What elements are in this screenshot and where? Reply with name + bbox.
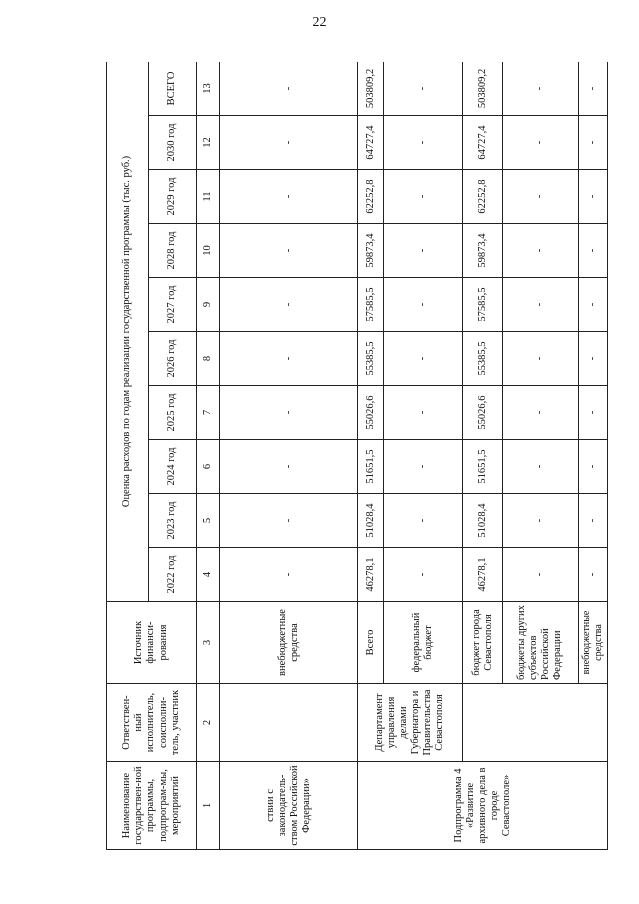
header-group: Оценка расходов по годам реализации государственной программы (тыс. руб.)	[107, 62, 149, 602]
value-cell: -	[220, 440, 358, 494]
header-name: Наименование государствен-ной программы, подпрограм-мы, мероприятий	[107, 762, 197, 850]
header-source: Источник финанси-рования	[107, 602, 197, 684]
row-source: внебюджетные средства	[220, 602, 358, 684]
value-cell: -	[220, 332, 358, 386]
value-cell: 46278,1	[463, 548, 503, 602]
budget-table-container	[106, 62, 608, 850]
row-source: бюджеты других субъектов Российской Федерации	[503, 602, 578, 684]
value-cell: -	[383, 278, 463, 332]
value-cell: 57585,5	[358, 278, 383, 332]
value-cell: 62252,8	[463, 170, 503, 224]
value-cell: -	[578, 62, 607, 116]
value-cell: -	[503, 278, 578, 332]
value-cell: -	[220, 224, 358, 278]
value-cell: -	[503, 494, 578, 548]
value-cell: -	[503, 170, 578, 224]
value-cell: 503809,2	[358, 62, 383, 116]
value-cell: 59873,4	[463, 224, 503, 278]
table-row	[358, 62, 383, 850]
col-number: 7	[197, 386, 220, 440]
value-cell: -	[578, 494, 607, 548]
subprogram-name: Подпрограмма 4 «Развитие архивного дела в городе Севастополе»	[358, 762, 608, 850]
column-number-row	[197, 62, 220, 850]
col-number: 2	[197, 684, 220, 762]
subprogram-executor: Департамент управления делами Губернатора и Правительства Севастополя	[358, 684, 463, 762]
header-year: 2027 год	[149, 278, 197, 332]
value-cell: -	[383, 440, 463, 494]
col-number: 9	[197, 278, 220, 332]
value-cell: -	[383, 548, 463, 602]
header-year: 2028 год	[149, 224, 197, 278]
value-cell: 55385,5	[463, 332, 503, 386]
header-year: 2022 год	[149, 548, 197, 602]
table-row	[463, 62, 503, 850]
header-row-group	[107, 62, 149, 850]
row-executor	[220, 684, 358, 762]
header-year: 2030 год	[149, 116, 197, 170]
value-cell: 64727,4	[358, 116, 383, 170]
value-cell: -	[220, 116, 358, 170]
header-total: ВСЕГО	[149, 62, 197, 116]
row-name: ствии с законодатель-ством Российской Федерации»	[220, 762, 358, 850]
value-cell: 64727,4	[463, 116, 503, 170]
value-cell: 51651,5	[463, 440, 503, 494]
value-cell: -	[220, 278, 358, 332]
row-source: бюджет города Севастополя	[463, 602, 503, 684]
value-cell: -	[220, 170, 358, 224]
header-year: 2023 год	[149, 494, 197, 548]
value-cell: -	[383, 494, 463, 548]
col-number: 10	[197, 224, 220, 278]
value-cell: -	[578, 116, 607, 170]
value-cell: -	[220, 62, 358, 116]
value-cell: -	[578, 440, 607, 494]
col-number: 6	[197, 440, 220, 494]
col-number: 4	[197, 548, 220, 602]
value-cell: -	[503, 224, 578, 278]
value-cell: -	[503, 62, 578, 116]
value-cell: -	[220, 386, 358, 440]
value-cell: 51028,4	[358, 494, 383, 548]
value-cell: 62252,8	[358, 170, 383, 224]
value-cell: -	[383, 116, 463, 170]
row-source: внебюджетные средства	[578, 602, 607, 684]
col-number: 3	[197, 602, 220, 684]
header-year: 2024 год	[149, 440, 197, 494]
value-cell: 46278,1	[358, 548, 383, 602]
value-cell: -	[503, 386, 578, 440]
value-cell: 55385,5	[358, 332, 383, 386]
value-cell: -	[220, 494, 358, 548]
value-cell: -	[383, 332, 463, 386]
value-cell: -	[383, 386, 463, 440]
page-number: 22	[312, 15, 327, 30]
col-number: 12	[197, 116, 220, 170]
value-cell: 55026,6	[358, 386, 383, 440]
value-cell: -	[383, 224, 463, 278]
value-cell: -	[503, 116, 578, 170]
value-cell: 51651,5	[358, 440, 383, 494]
row-source: федеральный бюджет	[383, 602, 463, 684]
value-cell: -	[578, 386, 607, 440]
value-cell: -	[578, 170, 607, 224]
value-cell: 51028,4	[463, 494, 503, 548]
value-cell: -	[503, 440, 578, 494]
value-cell: 503809,2	[463, 62, 503, 116]
value-cell: -	[503, 548, 578, 602]
col-number: 5	[197, 494, 220, 548]
col-number: 8	[197, 332, 220, 386]
value-cell: -	[578, 548, 607, 602]
header-executor: Ответствен-ный исполнитель, соисполни-тель, участник	[107, 684, 197, 762]
value-cell: -	[578, 224, 607, 278]
value-cell: 57585,5	[463, 278, 503, 332]
value-cell: -	[578, 278, 607, 332]
table-row	[220, 62, 358, 850]
value-cell: -	[383, 62, 463, 116]
value-cell: 55026,6	[463, 386, 503, 440]
header-year: 2025 год	[149, 386, 197, 440]
executor-empty	[463, 684, 608, 762]
budget-table	[106, 62, 608, 850]
value-cell: -	[503, 332, 578, 386]
col-number: 11	[197, 170, 220, 224]
col-number: 13	[197, 62, 220, 116]
value-cell: 59873,4	[358, 224, 383, 278]
value-cell: -	[383, 170, 463, 224]
header-year: 2026 год	[149, 332, 197, 386]
value-cell: -	[578, 332, 607, 386]
value-cell: -	[220, 548, 358, 602]
header-year: 2029 год	[149, 170, 197, 224]
col-number: 1	[197, 762, 220, 850]
rotated-table	[106, 62, 608, 850]
row-source: Всего	[358, 602, 383, 684]
